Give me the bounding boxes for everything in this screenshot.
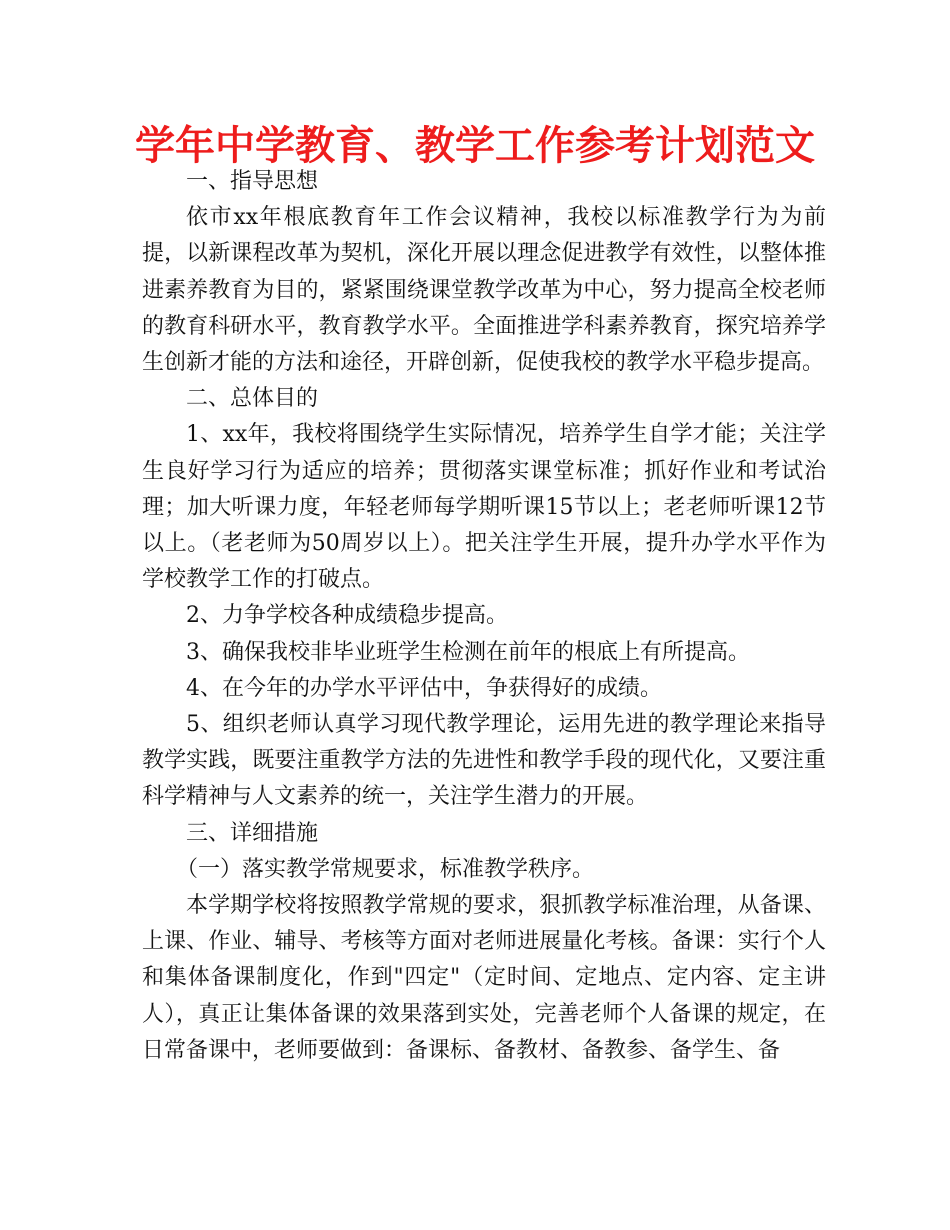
subsection-heading: （一）落实教学常规要求，标准教学秩序。: [176, 856, 595, 882]
paragraph: 2、力争学校各种成绩稳步提高。: [186, 603, 508, 629]
section-heading-3: 三、详细措施: [186, 820, 319, 846]
paragraph: 4、在今年的办学水平评估中，争获得好的成绩。: [186, 675, 662, 701]
paragraph: 依市xx年根底教育年工作会议精神，我校以标准教学行为为前提，以新课程改革为契机，深化开展以理念促进教学有效性，以整体推进素养教育为目的，紧紧围绕课堂教学改革为中心，努力提高全校老师的教育科研水平，教育教学水平。全面推进学科素养教育，探究培养学生创新才能的方法和途径，开辟创新，促使我校的教学水平稳步提高。: [142, 205, 826, 376]
paragraph: 3、确保我校非毕业班学生检测在前年的根底上有所提高。: [186, 639, 750, 665]
section-heading-1: 一、指导思想: [186, 169, 319, 194]
document-title: 学年中学教育、教学工作参考计划范文: [135, 123, 815, 169]
document-body: [142, 164, 826, 1069]
section-heading-2: 二、总体目的: [186, 386, 319, 412]
paragraph: 1、xx年，我校将围绕学生实际情况，培养学生自学才能；关注学生良好学习行为适应的培养；贯彻落实课堂标准；抓好作业和考试治理；加大听课力度，年轻老师每学期听课15节以上；老老师听课12节以上。（老老师为50周岁以上）。把关注学生开展，提升办学水平作为学校教学工作的打破点。: [142, 422, 826, 593]
paragraph: 5、组织老师认真学习现代教学理论，运用先进的教学理论来指导教学实践，既要注重教学方法的先进性和教学手段的现代化，又要注重科学精神与人文素养的统一，关注学生潜力的开展。: [142, 712, 826, 810]
paragraph: 本学期学校将按照教学常规的要求，狠抓教学标准治理，从备课、上课、作业、辅导、考核等方面对老师进展量化考核。备课：实行个人和集体备课制度化，作到"四定"（定时间、定地点、定内容、定主讲人），真正让集体备课的效果落到实处，完善老师个人备课的规定，在日常备课中，老师要做到：备课标、备教材、备教参、备学生、备: [142, 893, 826, 1063]
